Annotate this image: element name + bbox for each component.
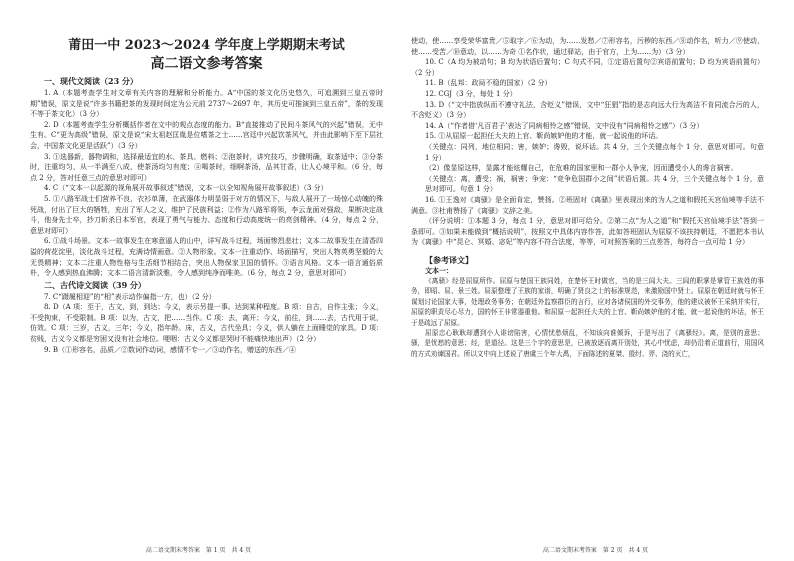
answer-16-scoring: （评分说明：①本题 3 分，每点 1 分，意思对即可给分。②第二点“为人之道”和“假托天宫仙境手法”答到一条即可。③如果未能做到“概括说明”，按照文中具体内容作答，此如答班固认为屈原不该扶持朝廷，不愿把本书认为《离骚》中“昆仑、冥婚、宓妃”等内容不符合法度，等等，可对照答案的三点差答，每符合一点可给 1 分） bbox=[411, 217, 764, 247]
page-footer-1: 高二语文期末考答案 第 1 页 共 4 页 bbox=[145, 547, 252, 554]
answer-12: 12. CGJ（3 分，每处 1 分） bbox=[425, 89, 517, 98]
answer-title: 高二语文参考答案 bbox=[150, 56, 263, 72]
answer-9-continued: 使动，使……享受荣华富贵／⑤取字／⑥为动，为……发愁／⑦形容名，污秽的东西／⑧动作名，听力／⑨使动，使……受苦／⑩意动，以……为奇 ①名作状，通过驿站，由于官方，上为……为）（3 分） bbox=[411, 37, 764, 56]
page-footer-2: 高二语文期末考答案 第 2 页 共 4 页 bbox=[542, 547, 649, 554]
exam-title: 莆田一中 2023～2024 学年度上学期期末考试 bbox=[68, 38, 345, 53]
answer-9: 9. B（①形容名，品质／②数词作动词，感情不专一／③动作名，赠送的东西／④ bbox=[44, 345, 297, 354]
translation-subheading: 文本一： bbox=[425, 265, 453, 275]
answer-7: 7. C“蹑履相迎”的“相”表示动作偏指一方，也）（2 分） bbox=[44, 292, 216, 301]
answer-15-1: 15. ①从屈原一起担任大夫的上官、靳尚嫉妒他的才能，就一起说他的坏话。 bbox=[425, 132, 663, 141]
answer-4: 4. C（“文本一以起源的视角展开故事叙述”错误，文本一以全知视角展开故事叙述）（3 分） bbox=[44, 184, 328, 193]
section-heading-classical: 二、古代诗文阅读（39 分） bbox=[44, 279, 146, 290]
answer-page-2 bbox=[397, 0, 794, 561]
answer-10: 10. C（A 均为被动句；B 均为状语后置句；C 句式不同，①定语后置句②宾语前置句；D 均为宾语前置句）（2 分） bbox=[411, 58, 764, 77]
answer-15-2: （2）像显原这样，显露才能炫耀自己，在危难的国家里和一群小人争宠，因而遭受小人的谗言祸害。 bbox=[425, 164, 738, 173]
answer-5: 5. ①八路军战士们营养不良，衣衫单薄，在武器体力明显弱于对方的情况下，与敌人展开了一场惊心动魄的殊死战，付出了巨大的牺牲，充出了军人之义，维护了民族利益；②作为八路军将领，李云龙面对强敌，果断决定战斗，他身先士卒，抄刀斩杀日本军官，表现了勇气与能力、态度和行动高度统一的亮剑精神。（4 分，每点 2 分，意思对即可） bbox=[30, 194, 383, 235]
answer-13: 13. D（“文中指放纵而不遵守礼法，含贬义”错误，文中“狂狷”指的是志向远大行为高洁不肯同流合污的人，不含贬义）（3 分） bbox=[411, 100, 764, 120]
translation-heading: 【参考译文】 bbox=[425, 254, 473, 265]
answer-11: 11. B（乱邦：政局不稳的国家）（2 分） bbox=[425, 79, 552, 88]
answer-16: 16. ①王逸对《离骚》是全面肯定，赞扬。②班固对《离骚》里表现出来的为人之道和假托天宫仙境等手法不满意。③杜甫赞扬了《离骚》文辞之美。 bbox=[411, 195, 764, 215]
answer-14: 14. A（“作者借‘凡百君子’表达了同病相怜之感”错误，文中没有“同病相怜之感”）（3 分） bbox=[425, 121, 704, 130]
answer-8: 8. D（A 项：至于，古文，到，到达；今义，表示另提一事。达到某种程度。B 项：自古，自作主张；今义，不受拘束，不受限制。B 项：以为，古文，把……当作。C 项：去，离开；今义，前往，到……去，古代用于说，仿效。C 项：三岁，古义，三年；今义，指年龄。床，古义，古代坐具；今义，供人躺在上面睡觉的家具。D 项：贫贱，古义今义都是穷困又没有社会地位。哽咽：古义今义都是哭时不能痛快地出声）（2 分） bbox=[30, 303, 383, 344]
translation-paragraph-1: 《离骚》经是屈原所作。屈原与楚国王族同姓，在楚怀王时做官，当的是三闾大夫。三闾的职掌是掌管王族姓的事务，即昭、屈、景三姓。屈原整理了王族的家谱，明确了贤良之士的标准规范，来激励国中贤士。屈原在朝廷时就与怀王谋划讨论国家大事，处理政务事务；在朝廷外监察群臣的言行，应对各诸侯国的外交事务，他的建议被怀王采纳并实行，屈原的职责尽心尽力，国的怀王非常器重他。和屈原一起担任大夫的上官、靳尚嫉妒他的才能，就一起说他的坏话，怀王于是疏远了屈原。 bbox=[411, 276, 764, 327]
section-heading-modern: 一、现代文阅读（23 分） bbox=[44, 76, 138, 86]
answer-15-2-keypoints: （关键点：离，遭受；祸，祸害；争宠：“竞争危国群小之间”状语后置。共 4 分，三个关键点每个 1 分，意思对即可。句意 1 分） bbox=[425, 174, 764, 194]
answer-6: 6. ①战斗场景。文本一故事发生在寒意逼人的山中，详写战斗过程，场面惨烈悲壮；文本二故事发生在清香四溢的荷花淀里，淡化战斗过程，充满诗情画意。②人物形象。文本一注重动作、场面描写，突出人物英勇坚毅的大无畏精神；文本二注重人物性格与生活细节相结合，突出人物保家卫国的情怀。③语言风格。文本一语言通俗质朴，令人感到热血沸腾；文本二语言清新淡雅，令人感到纯净而唯美。（6 分，每点 2 分，意思对即可） bbox=[30, 237, 383, 278]
answer-1: 1. A（本题考查学生对文章有关内容的理解和分析能力。A“中国的茶文化历史悠久，可追溯到三皇五帝时期”错误，原文是说“许多书籍把茶的发现时间定为公元前 2737～2697 年，其历史可推演到三皇五帝”，茶的发现不等于茶文化）（3 分） bbox=[30, 89, 383, 119]
translation-paragraph-2: 屈原忠心耿耿却遭到小人诽谤陷害，心情忧愁烦乱，不知该向谁倾诉，于是写出了《离骚经》。离，是别的意思；骚，是忧愁的意思；经，是道径。这是三个字的意思是，已被放逐而离开别处，其心中忧虑，却仍沿着正道前行，用国风的方式劝谏国君。所以文中向上述说了唐虞三个年大禹，下面陈述的夏桀、殷纣、羿、浇的灭亡， bbox=[411, 328, 764, 358]
answer-15-1-keypoints: （关键点：同列，地位相同；害，嫉妒；谗毁，说坏话。共 4 分，三个关键点每个 1 分，意思对即可。句意 1 分） bbox=[425, 142, 764, 162]
answer-2: 2. D（本题考查学生分析概括作者在文中的观点态度的能力。B“直接推动了民间斗茶风气的兴起”错误，无中生有。C“更为高级”错误，原文是说“宋太祖赵匡胤是位嗜茶之士……宫廷中兴起饮茶风气，并由此影响下至下层社会，中国茶文化更是活跃”）（3 分） bbox=[30, 120, 383, 150]
answer-3: 3. ①选器新，器物调和，选择最适宜的水、茶具、燃料；②泡茶时，讲究技巧，步骤明确，取茶适中；③分茶时，注重均匀，从一半满至八成，使茶汤均匀有度；④喝茶时，细啊茶汤，品其甘香，让人心境平和。（6 分，每点 2 分，答对任意三点的意思对即可） bbox=[30, 152, 383, 182]
